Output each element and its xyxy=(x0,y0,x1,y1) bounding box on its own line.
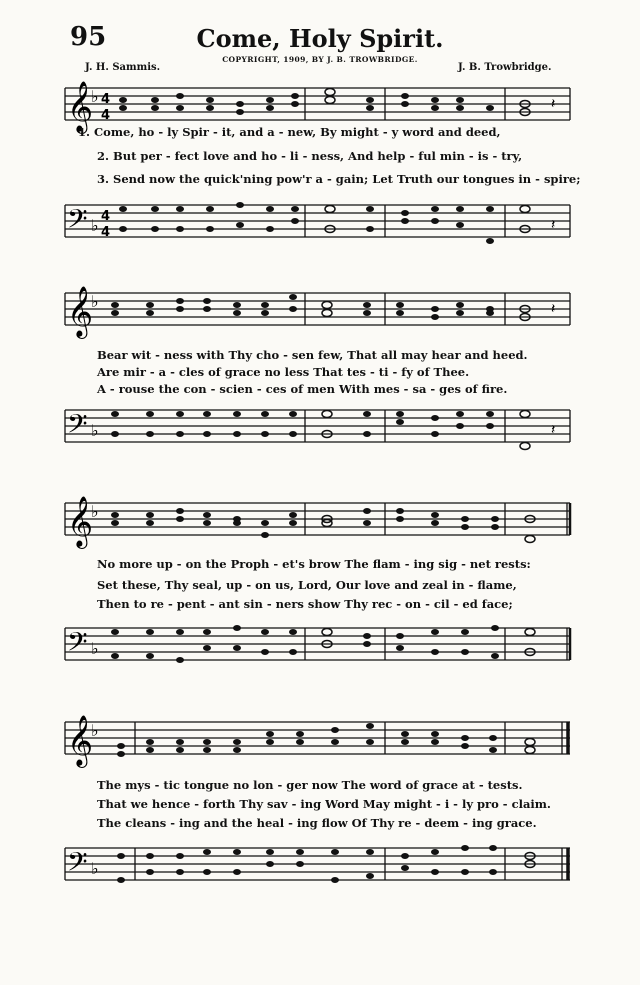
svg-text:4: 4 xyxy=(101,209,111,224)
flat-icon: ♭ xyxy=(91,639,99,658)
treble-staff-4 xyxy=(55,712,575,772)
hymn-number: 95 xyxy=(70,22,107,52)
hymn-title: Come, Holy Spirit. xyxy=(196,24,444,53)
copyright-notice: COPYRIGHT, 1909, BY J. B. TROWBRIDGE. xyxy=(222,55,418,64)
bass-clef-icon: 𝄢 xyxy=(67,203,88,241)
rest-icon: 𝄽 xyxy=(551,301,556,317)
rest-icon: 𝄽 xyxy=(551,422,556,438)
bass-staff-4 xyxy=(55,838,575,898)
lyric-line: 3. Send now the quick'ning pow'r a - gain; Let Truth our tongues in - spire; xyxy=(97,172,581,186)
time-signature-icon: 4 xyxy=(101,92,111,107)
svg-text:4: 4 xyxy=(101,225,111,240)
lyric-line: The cleans - ing and the heal - ing flow Of Thy re - deem - ing grace. xyxy=(97,816,537,830)
lyric-line: A - rouse the con - scien - ces of men With mes - sa - ges of fire. xyxy=(97,382,508,396)
lyric-line: Then to re - pent - ant sin - ners show Thy rec - on - cil - ed face; xyxy=(97,597,513,611)
rest-icon: 𝄽 xyxy=(551,96,556,112)
lyric-line: The mys - tic tongue no lon - ger now The word of grace at - tests. xyxy=(97,778,523,792)
treble-staff-2 xyxy=(55,283,575,343)
flat-icon: ♭ xyxy=(91,216,99,235)
treble-staff-3 xyxy=(55,493,575,553)
bass-clef-icon: 𝄢 xyxy=(67,408,88,446)
svg-text:4: 4 xyxy=(101,108,111,123)
staff-lines xyxy=(65,88,570,120)
bass-staff-1 xyxy=(55,195,575,255)
bass-staff-3 xyxy=(55,618,575,678)
lyric-line: 1. Come, ho - ly Spir - it, and a - new, By might - y word and deed, xyxy=(78,125,501,139)
lyric-line: Bear wit - ness with Thy cho - sen few, That all may hear and heed. xyxy=(97,348,528,362)
treble-clef-icon: 𝄞 xyxy=(67,715,94,766)
flat-icon: ♭ xyxy=(91,421,99,440)
bass-clef-icon: 𝄢 xyxy=(67,626,88,664)
rest-icon: 𝄽 xyxy=(551,217,556,233)
flat-icon: ♭ xyxy=(91,87,99,106)
music-credit: J. B. Trowbridge. xyxy=(458,62,552,73)
flat-icon: ♭ xyxy=(91,859,99,878)
flat-icon: ♭ xyxy=(91,721,99,740)
treble-clef-icon: 𝄞 xyxy=(67,286,94,337)
lyric-line: That we hence - forth Thy sav - ing Word May might - i - ly pro - claim. xyxy=(97,797,551,811)
lyric-line: No more up - on the Proph - et's brow The flam - ing sig - net rests: xyxy=(97,557,531,571)
treble-clef-icon: 𝄞 xyxy=(67,81,94,132)
lyric-line: Set these, Thy seal, up - on us, Lord, Our love and zeal in - flame, xyxy=(97,578,517,592)
lyric-line: 2. But per - fect love and ho - li - ness, And help - ful min - is - try, xyxy=(97,149,523,163)
lyric-line: Are mir - a - cles of grace no less That tes - ti - fy of Thee. xyxy=(97,365,470,379)
bass-clef-icon: 𝄢 xyxy=(67,846,88,884)
flat-icon: ♭ xyxy=(91,502,99,521)
treble-clef-icon: 𝄞 xyxy=(67,496,94,547)
bass-staff-2 xyxy=(55,400,575,460)
flat-icon: ♭ xyxy=(91,292,99,311)
words-credit: J. H. Sammis. xyxy=(85,62,161,73)
